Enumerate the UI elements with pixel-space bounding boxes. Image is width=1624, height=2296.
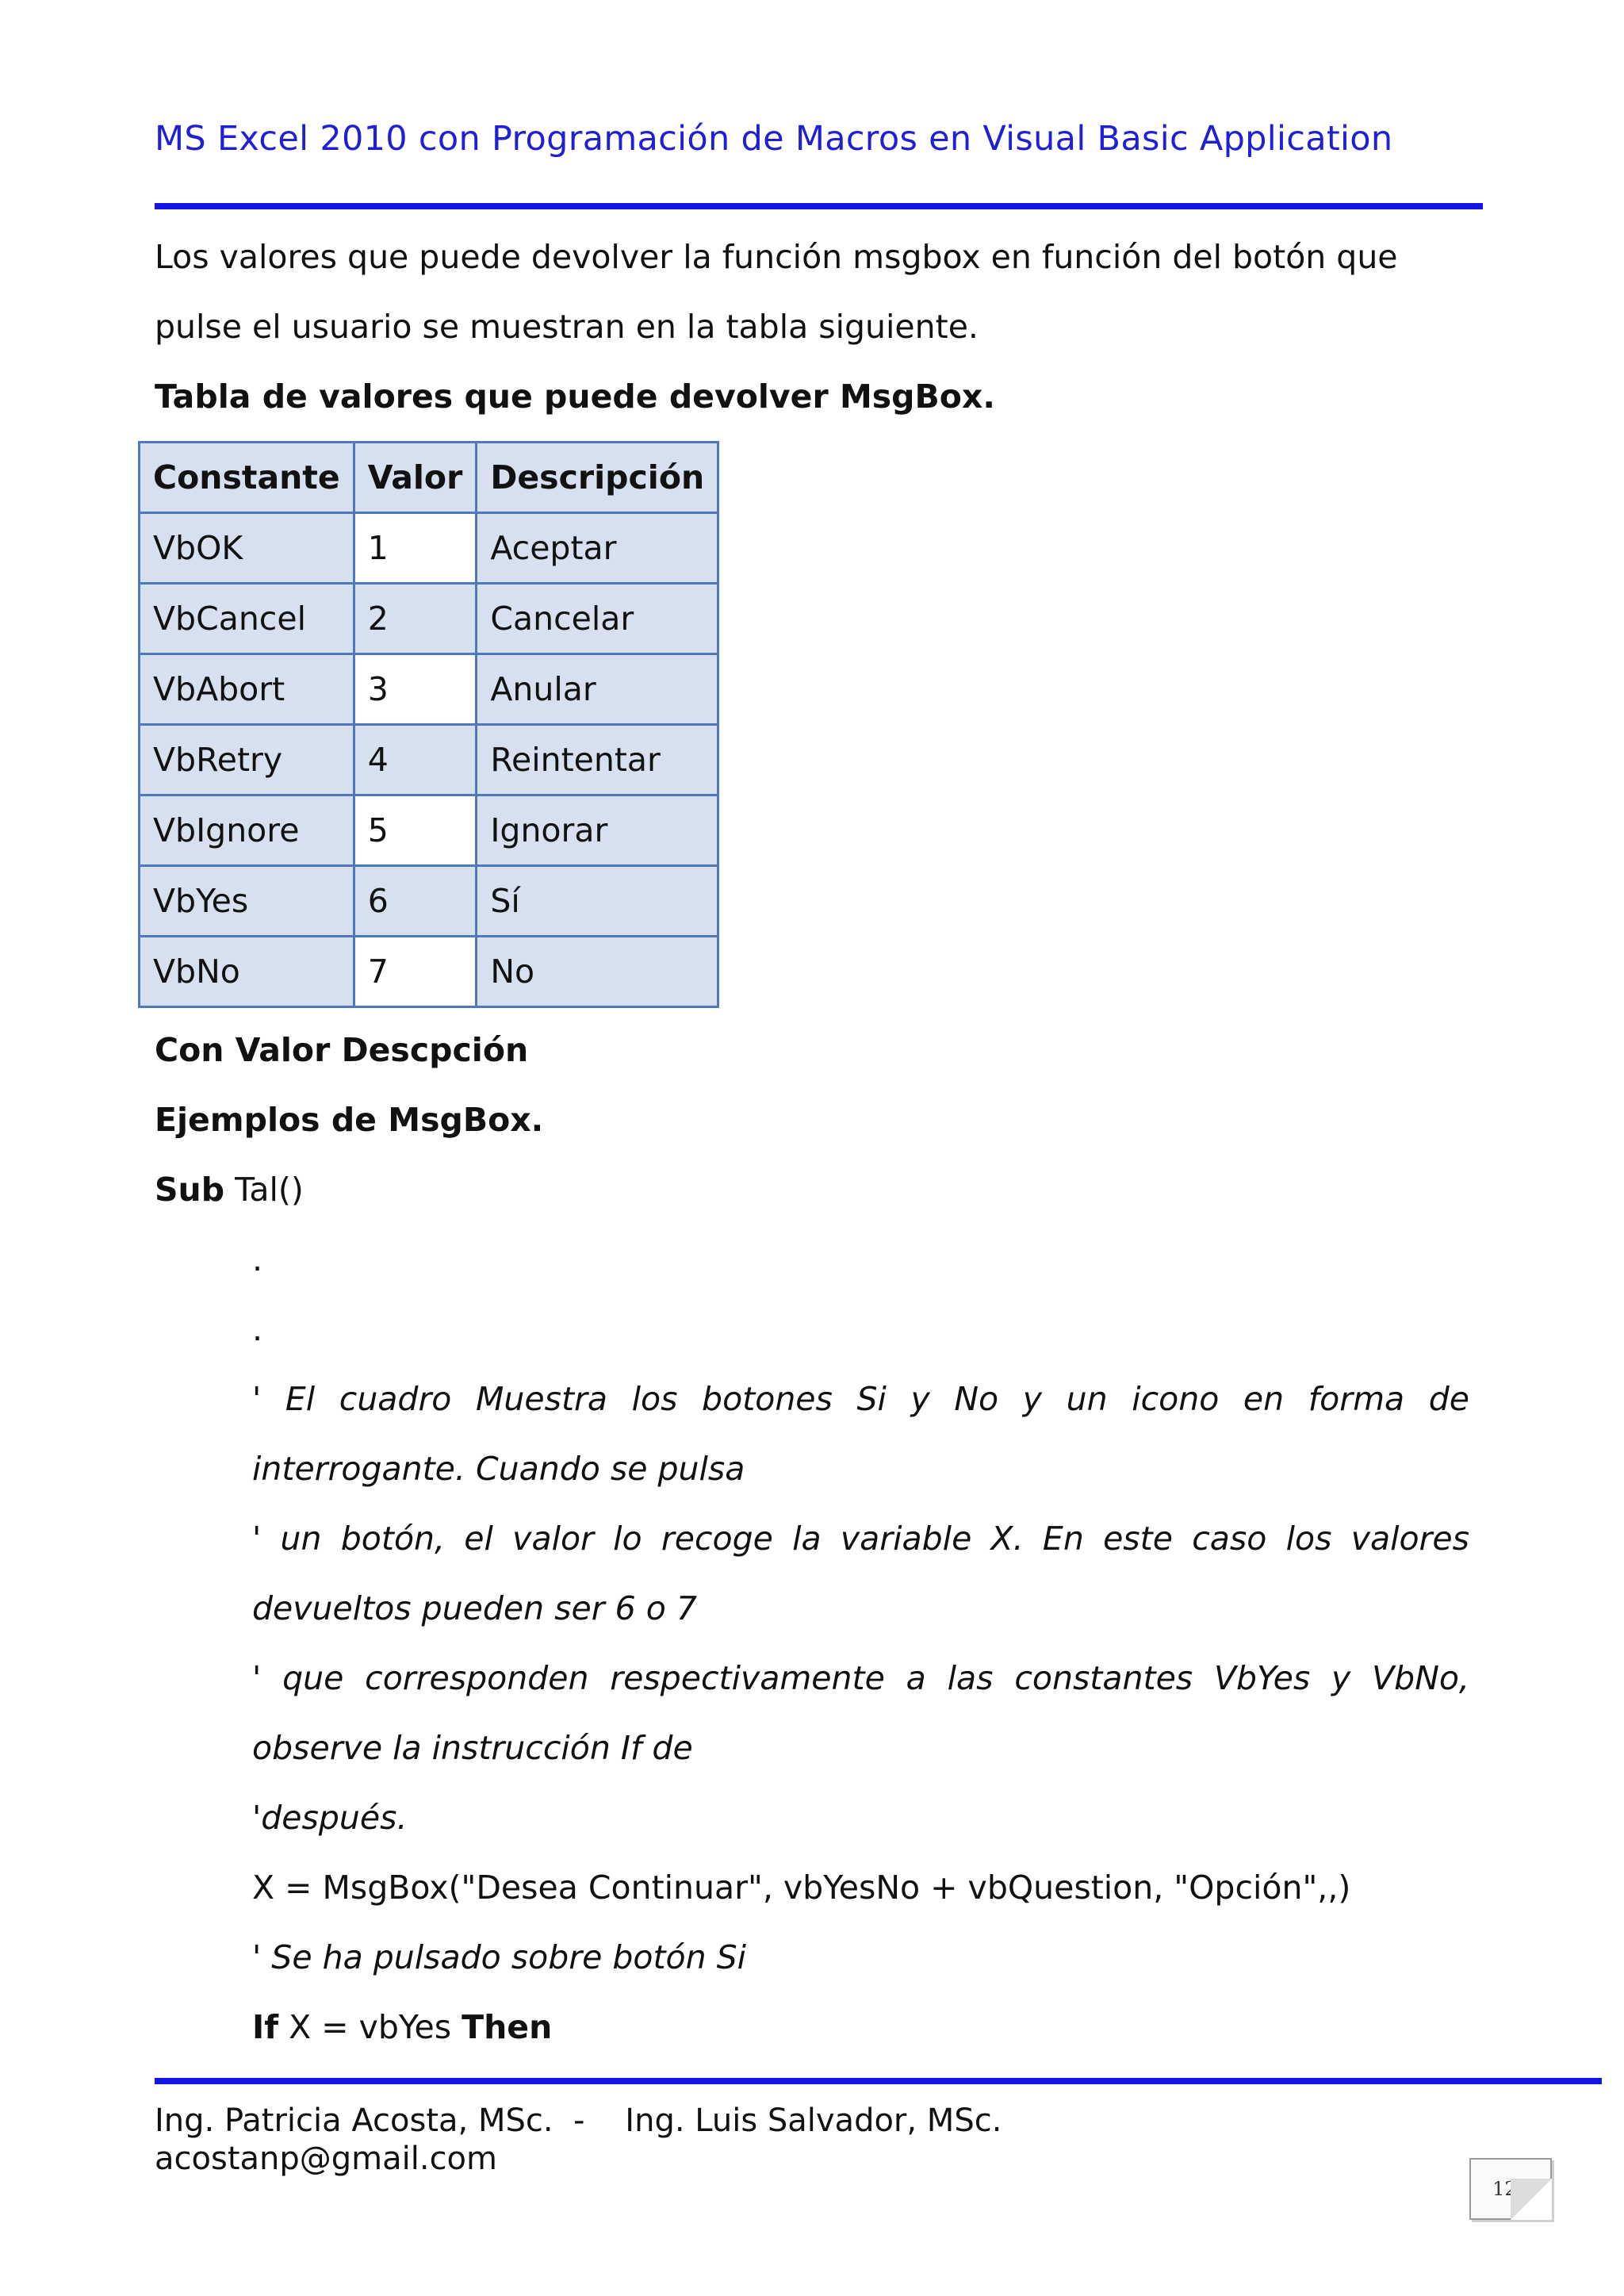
cell-descripcion: Anular [477,654,718,725]
table-row [140,513,718,584]
page-number: 125 [1469,2158,1552,2220]
cell-constante: VbIgnore [140,795,354,866]
footer-rule [155,2078,1602,2084]
cell-constante: VbOK [140,513,354,584]
footer-email: acostanp@gmail.com [155,2141,497,2177]
table-row [140,866,718,937]
if-keyword: If [252,2008,279,2046]
code-comment: 'después. [252,1799,408,1837]
code-statement: X = MsgBox("Desea Continuar", vbYesNo + vbQuestion, "Opción",,) [252,1869,1351,1907]
cell-descripcion: Reintentar [477,725,718,795]
header-rule [155,203,1483,209]
code-dot: . [252,1240,263,1278]
sub-keyword: Sub [155,1171,225,1209]
cell-descripcion: Aceptar [477,513,718,584]
header-valor: Valor [354,443,477,513]
table-row [140,725,718,795]
table-caption: Tabla de valores que puede devolver MsgBox. [155,378,995,416]
code-comment: ' El cuadro Muestra los botones Si y No y un icono en forma de interrogante. Cuando se pulsa [252,1380,1469,1488]
cell-valor: 7 [354,937,477,1007]
table-header-row [140,443,718,513]
table-row [140,937,718,1007]
cell-valor: 4 [354,725,477,795]
cell-constante: VbYes [140,866,354,937]
sub-line [155,1155,304,1225]
table-row [140,654,718,725]
cell-descripcion: Sí [477,866,718,937]
footer [155,2102,1002,2178]
cell-constante: VbRetry [140,725,354,795]
code-comment: ' Se ha pulsado sobre botón Si [252,1938,747,1976]
cell-constante: VbCancel [140,584,354,654]
intro-paragraph: Los valores que puede devolver la función msgbox en función del botón que pulse el usuario se muestran en la tabla siguiente. [155,238,1398,346]
cell-valor: 1 [354,513,477,584]
cell-valor: 2 [354,584,477,654]
table-row [140,584,718,654]
sub-name: Tal() [224,1171,304,1209]
cell-constante: VbAbort [140,654,354,725]
code-comment: ' un botón, el valor lo recoge la variable X. En este caso los valores devueltos pueden ser 6 o 7 [252,1520,1469,1627]
cell-constante: VbNo [140,937,354,1007]
cell-valor: 6 [354,866,477,937]
cell-valor: 3 [354,654,477,725]
then-keyword: Then [462,2008,553,2046]
header-descripcion: Descripción [477,443,718,513]
if-line [252,1992,552,2062]
header-title: MS Excel 2010 con Programación de Macros en Visual Basic Application [155,119,1393,159]
cell-descripcion: Ignorar [477,795,718,866]
code-comment: ' que corresponden respectivamente a las constantes VbYes y VbNo, observe la instrucción If de [252,1659,1469,1767]
cell-descripcion: Cancelar [477,584,718,654]
cell-valor: 5 [354,795,477,866]
table-row [140,795,718,866]
after-table-text: Con Valor Descpción [155,1031,529,1069]
examples-heading: Ejemplos de MsgBox. [155,1101,544,1139]
footer-authors: Ing. Patricia Acosta, MSc. - Ing. Luis Salvador, MSc. [155,2102,1002,2139]
header-constante: Constante [140,443,354,513]
if-expression: X = vbYes [278,2008,462,2046]
code-dot: . [252,1310,263,1348]
values-table [138,441,719,1008]
cell-descripcion: No [477,937,718,1007]
